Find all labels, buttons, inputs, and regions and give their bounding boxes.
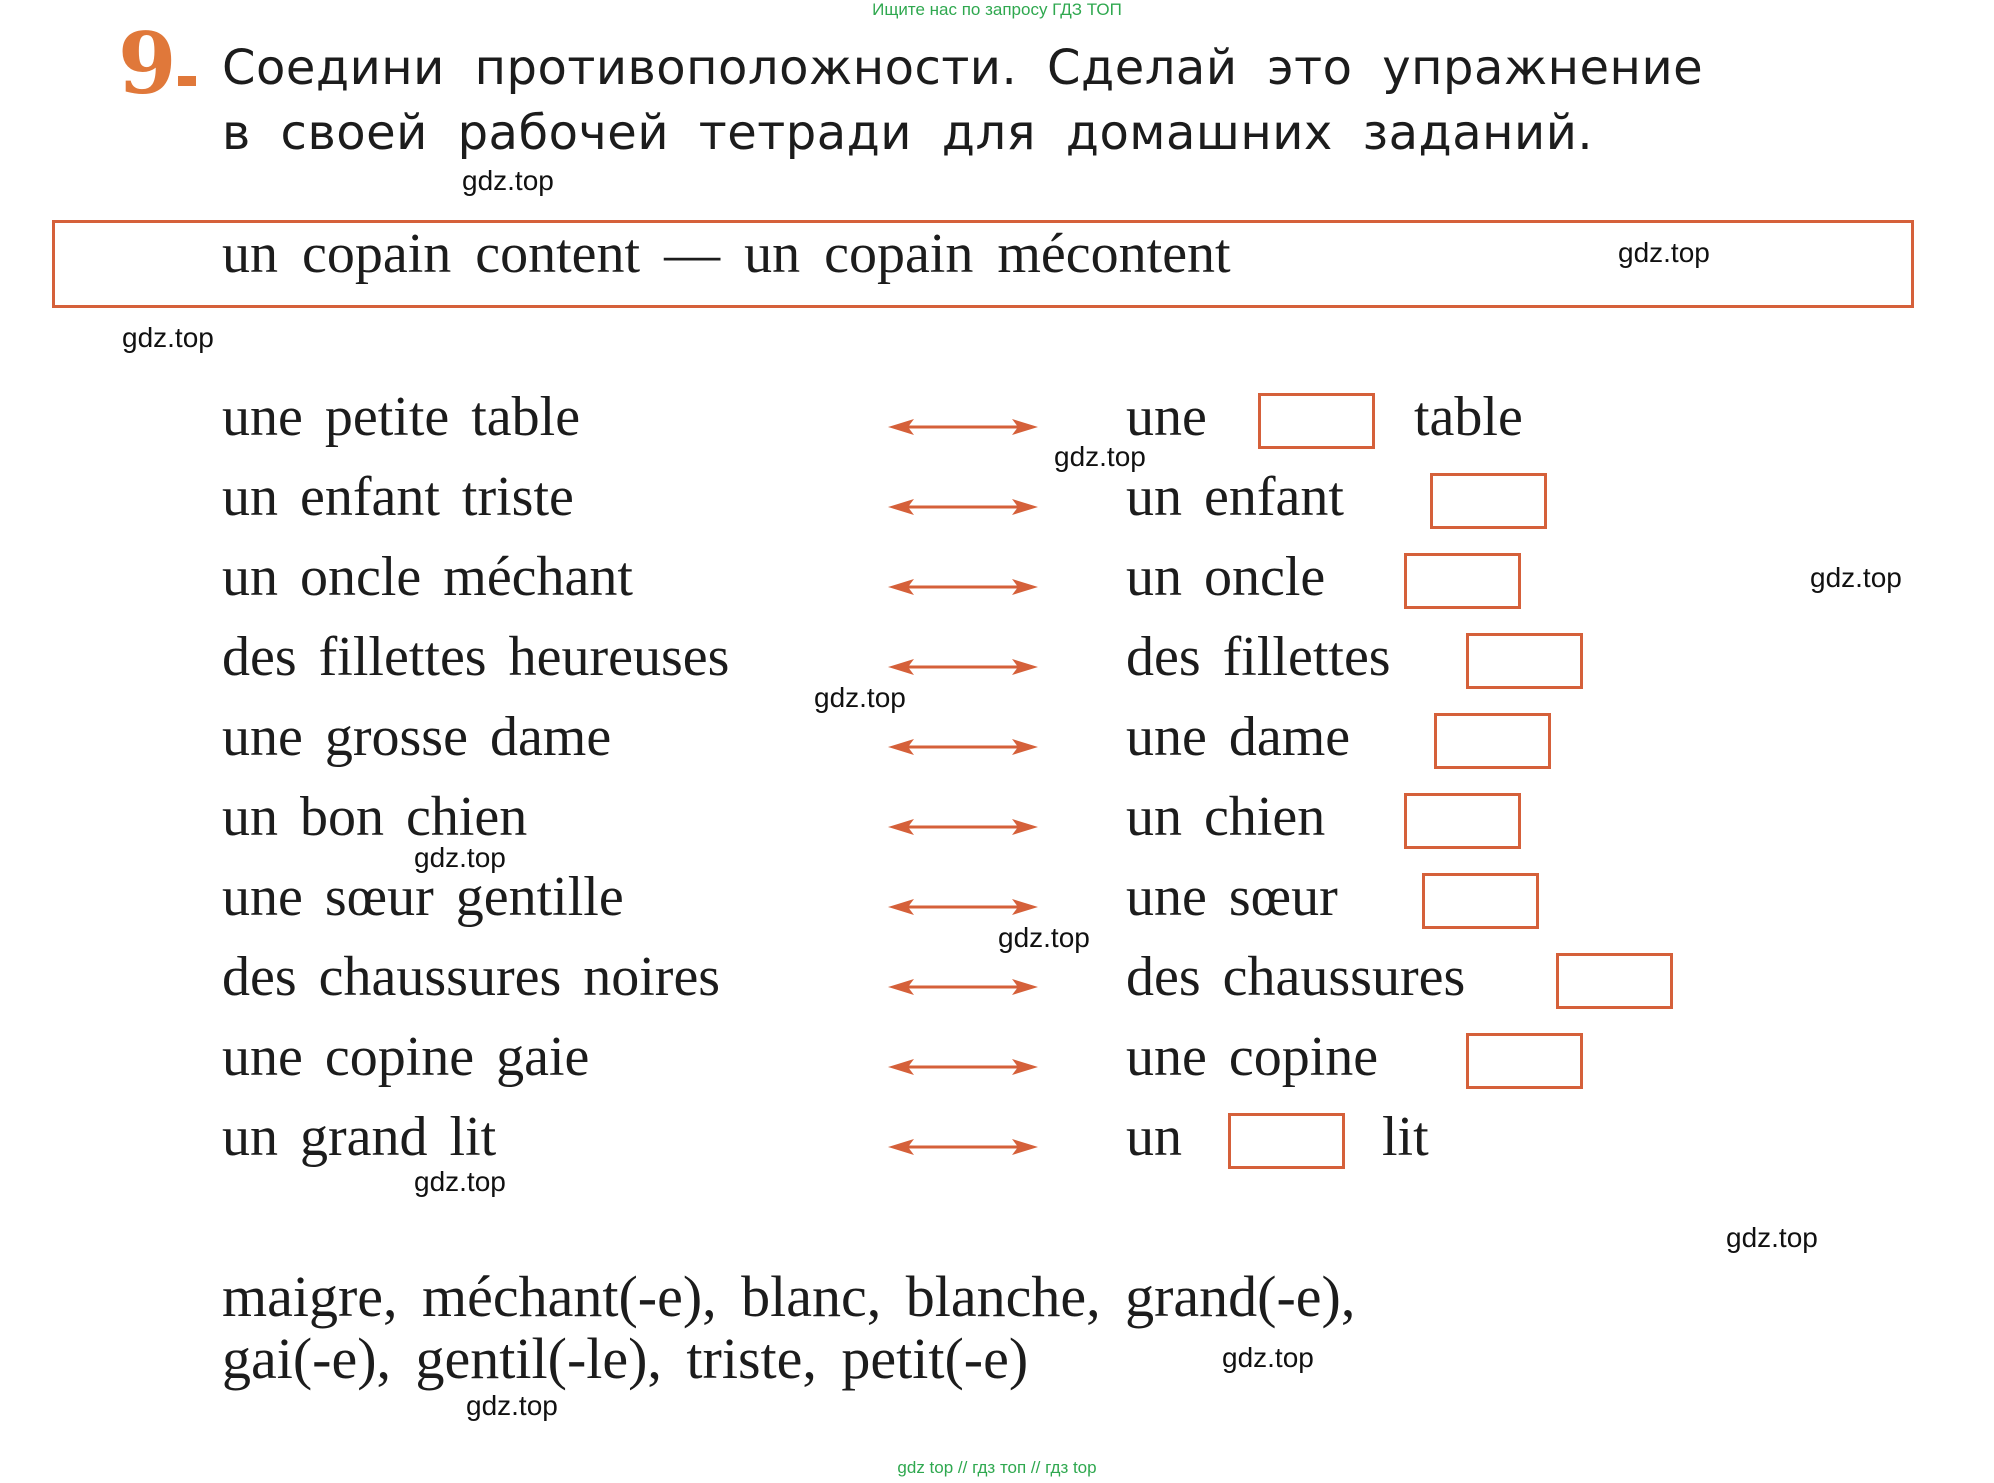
bottom-notice[interactable]: gdz top // гдз топ // гдз top — [897, 1458, 1097, 1477]
double-arrow-icon — [888, 416, 1038, 438]
double-arrow-icon — [888, 896, 1038, 918]
watermark: gdz.top — [998, 922, 1090, 953]
right-phrase-3: un oncle — [1126, 546, 1326, 608]
left-phrase-9: une copine gaie — [222, 1026, 590, 1088]
watermark: gdz.top — [1054, 441, 1146, 472]
right-phrase-7: une sœur — [1126, 866, 1338, 928]
watermark: gdz.top — [1810, 562, 1902, 593]
watermark: gdz.top — [1618, 237, 1710, 268]
answer-blank-2[interactable] — [1430, 473, 1547, 529]
answer-blank-6[interactable] — [1404, 793, 1521, 849]
double-arrow-icon — [888, 976, 1038, 998]
left-phrase-4: des fillettes heureuses — [222, 626, 730, 688]
answer-blank-3[interactable] — [1404, 553, 1521, 609]
left-phrase-6: un bon chien — [222, 786, 528, 848]
right-phrase-5: une dame — [1126, 706, 1351, 768]
double-arrow-icon — [888, 496, 1038, 518]
right-phrase-4: des fillettes — [1126, 626, 1391, 688]
instruction-line-1: Соедини противоположности. Сделай это упражнение — [222, 40, 1704, 96]
left-phrase-5: une grosse dame — [222, 706, 612, 768]
watermark: gdz.top — [1726, 1222, 1818, 1253]
watermark: gdz.top — [1222, 1342, 1314, 1373]
watermark: gdz.top — [414, 1166, 506, 1197]
right-phrase-1-after: table — [1414, 386, 1523, 448]
answer-blank-8[interactable] — [1556, 953, 1673, 1009]
example-text: un copain content — un copain mécontent — [222, 223, 1231, 285]
answer-blank-5[interactable] — [1434, 713, 1551, 769]
left-phrase-3: un oncle méchant — [222, 546, 633, 608]
left-phrase-8: des chaussures noires — [222, 946, 721, 1008]
left-phrase-1: une petite table — [222, 386, 581, 448]
right-phrase-10-after: lit — [1382, 1106, 1429, 1168]
watermark: gdz.top — [814, 682, 906, 713]
instruction-line-2: в своей рабочей тетради для домашних заданий. — [222, 105, 1594, 161]
exercise-number-dot — [178, 76, 196, 86]
double-arrow-icon — [888, 576, 1038, 598]
watermark: gdz.top — [122, 322, 214, 353]
right-phrase-8: des chaussures — [1126, 946, 1466, 1008]
double-arrow-icon — [888, 1136, 1038, 1158]
watermark: gdz.top — [462, 165, 554, 196]
word-bank-line-2: gai(-e), gentil(-le), triste, petit(-e) — [222, 1326, 1029, 1391]
double-arrow-icon — [888, 656, 1038, 678]
answer-blank-9[interactable] — [1466, 1033, 1583, 1089]
top-notice[interactable]: Ищите нас по запросу ГДЗ ТОП — [872, 0, 1122, 19]
double-arrow-icon — [888, 1056, 1038, 1078]
left-phrase-2: un enfant triste — [222, 466, 574, 528]
exercise-number: 9 — [118, 14, 177, 113]
watermark: gdz.top — [466, 1390, 558, 1421]
answer-blank-1[interactable] — [1258, 393, 1375, 449]
left-phrase-10: un grand lit — [222, 1106, 497, 1168]
right-phrase-10: un — [1126, 1106, 1182, 1168]
answer-blank-7[interactable] — [1422, 873, 1539, 929]
double-arrow-icon — [888, 816, 1038, 838]
right-phrase-6: un chien — [1126, 786, 1326, 848]
watermark: gdz.top — [414, 842, 506, 873]
right-phrase-1: une — [1126, 386, 1207, 448]
double-arrow-icon — [888, 736, 1038, 758]
right-phrase-9: une copine — [1126, 1026, 1379, 1088]
word-bank-line-1: maigre, méchant(-e), blanc, blanche, grand(-e), — [222, 1264, 1356, 1329]
answer-blank-4[interactable] — [1466, 633, 1583, 689]
left-phrase-7: une sœur gentille — [222, 866, 624, 928]
right-phrase-2: un enfant — [1126, 466, 1344, 528]
answer-blank-10[interactable] — [1228, 1113, 1345, 1169]
